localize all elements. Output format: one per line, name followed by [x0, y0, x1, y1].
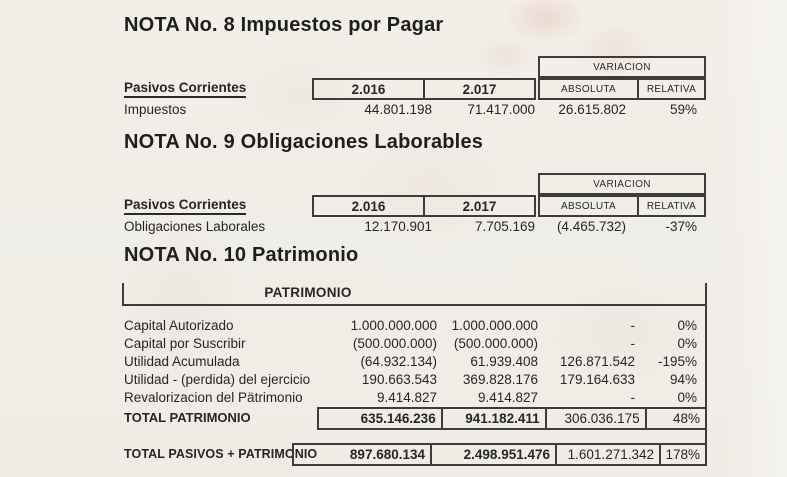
total-value-2016: 635.146.236 — [360, 411, 436, 426]
note-9-section — [0, 117, 787, 247]
value-relativa: 94% — [669, 372, 697, 387]
value-2016: 44.801.198 — [364, 102, 432, 117]
grand-value-2016: 897.680.134 — [349, 447, 425, 462]
value-2017: 369.828.176 — [462, 372, 538, 387]
value-relativa: -37% — [665, 219, 697, 234]
value-2017: 71.417.000 — [467, 102, 535, 117]
value-2016: 12.170.901 — [364, 219, 432, 234]
patrimonio-header: PATRIMONIO — [264, 285, 352, 300]
pasivos-corrientes-header: Pasivos Corrientes — [124, 80, 246, 98]
value-absoluta: - — [630, 318, 635, 333]
total-pasivos-patrimonio-label: TOTAL PASIVOS + PATRIMONIO — [124, 447, 318, 461]
total-value-absoluta: 306.036.175 — [545, 409, 645, 428]
total-patrimonio-label: TOTAL PATRIMONIO — [124, 410, 251, 425]
year-2017-header: 2.017 — [462, 198, 497, 214]
pasivos-corrientes-header: Pasivos Corrientes — [124, 197, 246, 215]
grand-value-relativa: 178% — [659, 445, 705, 464]
value-2016: 9.414.827 — [376, 390, 437, 405]
year-2016-header: 2.016 — [314, 80, 425, 98]
note-8-title: NOTA No. 8 Impuestos por Pagar — [124, 14, 444, 36]
value-2016: (500.000.000) — [352, 336, 437, 351]
year-columns-box — [312, 195, 536, 217]
value-2017: 1.000.000.000 — [451, 318, 538, 333]
row-label: Impuestos — [124, 102, 187, 117]
value-absoluta: 26.615.802 — [558, 102, 626, 117]
value-2016: 1.000.000.000 — [350, 318, 437, 333]
row-label: Capital por Suscribir — [124, 336, 246, 351]
value-absoluta: - — [630, 336, 635, 351]
value-2016: 190.663.543 — [361, 372, 437, 387]
value-relativa: 0% — [677, 318, 697, 333]
variacion-header: VARIACION — [538, 56, 706, 78]
total-pasivos-patrimonio-row — [292, 443, 707, 466]
absoluta-header: ABSOLUTA — [538, 78, 639, 100]
patrimonio-header-rule — [122, 304, 707, 306]
value-absoluta: (4.465.732) — [556, 219, 626, 234]
row-label: Obligaciones Laborales — [124, 219, 266, 234]
absoluta-header: ABSOLUTA — [538, 195, 639, 217]
value-2017: 61.939.408 — [470, 354, 538, 369]
value-absoluta: - — [630, 390, 635, 405]
value-relativa: -195% — [657, 354, 697, 369]
note-9-title: NOTA No. 9 Obligaciones Laborables — [124, 131, 484, 153]
value-2017: 9.414.827 — [477, 390, 538, 405]
value-2017: 7.705.169 — [474, 219, 535, 234]
year-2016-header: 2.016 — [314, 197, 425, 215]
value-relativa: 0% — [677, 390, 697, 405]
total-value-2017: 941.182.411 — [441, 409, 545, 428]
row-label: Utilidad Acumulada — [124, 354, 240, 369]
note-8-section — [0, 0, 787, 130]
value-absoluta: 126.871.542 — [559, 354, 635, 369]
value-2017: (500.000.000) — [453, 336, 538, 351]
grand-value-absoluta: 1.601.271.342 — [555, 445, 659, 464]
value-absoluta: 179.164.633 — [559, 372, 635, 387]
row-label: Capital Autorizado — [124, 318, 234, 333]
total-value-relativa: 48% — [645, 409, 705, 428]
value-relativa: 0% — [677, 336, 697, 351]
year-columns-box — [312, 78, 536, 100]
grand-value-2017: 2.498.951.476 — [430, 445, 555, 464]
row-label: Revalorizacion del Pätrimonio — [124, 390, 303, 405]
note-10-title: NOTA No. 10 Patrimonio — [124, 244, 359, 266]
relativa-header: RELATIVA — [637, 78, 706, 100]
total-patrimonio-row — [317, 407, 707, 430]
year-2017-header: 2.017 — [462, 81, 497, 97]
variacion-header: VARIACION — [538, 173, 706, 195]
row-label: Utilidad - (perdida) del ejercicio — [124, 372, 311, 387]
value-2016: (64.932.134) — [360, 354, 437, 369]
relativa-header: RELATIVA — [637, 195, 706, 217]
value-relativa: 59% — [669, 102, 697, 117]
